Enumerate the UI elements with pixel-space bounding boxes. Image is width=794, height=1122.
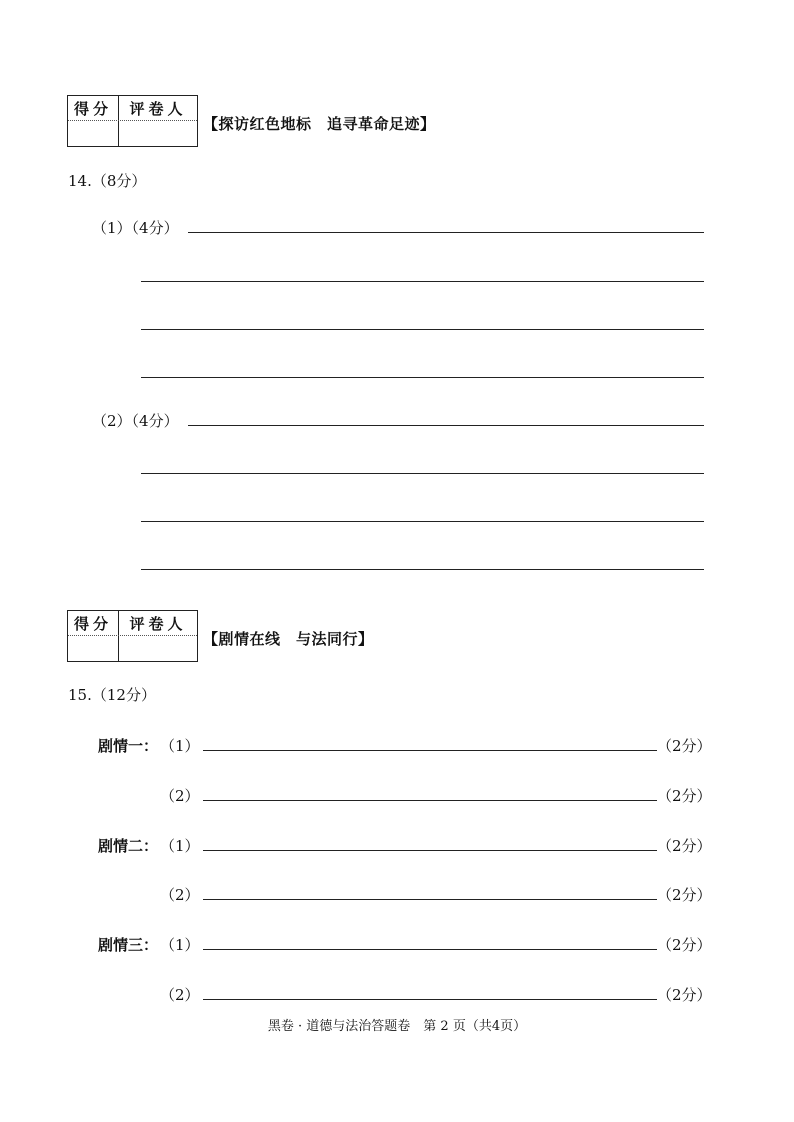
score-header: 得分 [73, 615, 112, 633]
answer-line[interactable] [203, 899, 657, 900]
answer-line[interactable] [141, 473, 704, 474]
grader-cell [119, 611, 197, 661]
section-title-1: 【探访红色地标 追寻革命足迹】 [203, 115, 436, 133]
points-label: （2分） [657, 986, 712, 1004]
answer-line[interactable] [141, 281, 704, 282]
plot1-sub2-label: （2） [160, 787, 200, 805]
answer-line[interactable] [188, 425, 704, 426]
plot2-sub2-label: （2） [160, 886, 200, 904]
answer-line[interactable] [141, 377, 704, 378]
grader-header: 评卷人 [129, 100, 187, 118]
plot2-label: 剧情二： [98, 837, 159, 855]
plot3-sub1-label: （1） [160, 936, 200, 954]
score-table-divider [68, 635, 197, 636]
page-footer: 黑卷 · 道德与法治答题卷 第 2 页（共4页） [267, 1019, 527, 1034]
score-table-1 [67, 95, 198, 147]
score-header: 得分 [73, 100, 112, 118]
answer-line[interactable] [203, 999, 657, 1000]
grader-cell [119, 96, 197, 146]
answer-line[interactable] [141, 329, 704, 330]
section-title-2: 【剧情在线 与法同行】 [203, 630, 374, 648]
score-table-divider [68, 120, 197, 121]
points-label: （2分） [657, 787, 712, 805]
answer-line[interactable] [203, 949, 657, 950]
plot1-label: 剧情一： [98, 737, 159, 755]
score-cell [68, 96, 119, 146]
plot3-label: 剧情三： [98, 936, 159, 954]
plot2-sub1-label: （1） [160, 837, 200, 855]
q14-part2-label: （2）（4分） [92, 412, 179, 430]
grader-header: 评卷人 [129, 615, 187, 633]
answer-line[interactable] [141, 521, 704, 522]
question-14-number: 14.（8分） [68, 172, 147, 190]
points-label: （2分） [657, 886, 712, 904]
plot1-sub1-label: （1） [160, 737, 200, 755]
answer-line[interactable] [188, 232, 704, 233]
question-15-number: 15.（12分） [68, 686, 156, 704]
points-label: （2分） [657, 936, 712, 954]
score-table-2 [67, 610, 198, 662]
points-label: （2分） [657, 837, 712, 855]
answer-line[interactable] [203, 750, 657, 751]
answer-line[interactable] [203, 800, 657, 801]
points-label: （2分） [657, 737, 712, 755]
answer-line[interactable] [141, 569, 704, 570]
answer-line[interactable] [203, 850, 657, 851]
q14-part1-label: （1）（4分） [92, 219, 179, 237]
score-cell [68, 611, 119, 661]
plot3-sub2-label: （2） [160, 986, 200, 1004]
